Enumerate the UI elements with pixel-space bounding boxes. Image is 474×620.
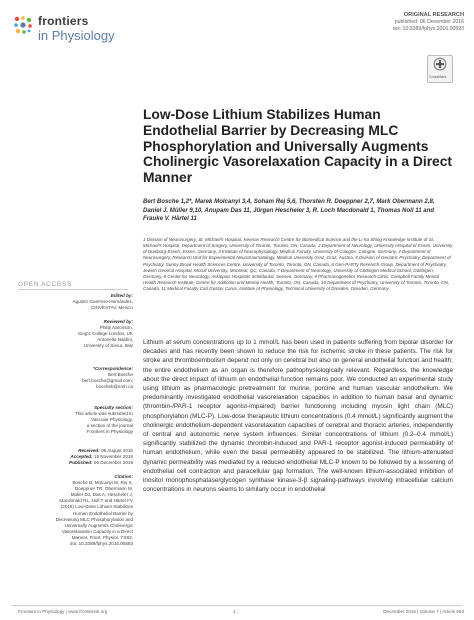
frontiers-logo-icon [12,14,34,36]
edited-by-label: Edited by: [110,293,133,298]
specialty-line: This article was submitted to [75,411,133,417]
abstract-text: Lithium at serum concentrations up to 1 mmol/L has been used in patients suffering from bipolar disorder for decades and has recently been shown to reduce the risk for ischemic stroke in these patients. The risk for stroke and thromboembolism depend not only on cerebral but also on general endothelial function and health; the entire endothelium as an organ is therefore pathophysiologically relevant. Regardless, the knowledge about the direct impact of lithium on endothelial function remains poor. We conducted an experimental study using lithium as pharmacologic pretreatment for murine, porcine and human vascular endothelium. We predominantly investigated endothelial vasorelaxation capacities in addition to human basal and dynamic (thrombin-/PAR-1 receptor agonist-impaired) barrier functioning including myosin light chain (MLC) phosphorylation (MLC-P). Low-dose therapeutic lithium concentrations (0.4 mmol/L) significantly augment the cholinergic endothelium-dependent vasorelaxation capacities of cerebral and thoracic arteries, independently of central and autonomic nerve system influences. Similar concentrations of lithium (0.2–0.4 mmol/L) significantly stabilized the dynamic thrombin-induced and PAR-1 receptor agonist-induced permeability of human endothelium, while even the basal permeability appeared to be stabilized. The lithium-attenuated dynamic permeability was mediated by a reduced endothelial MLC-P known to be followed by a lessening of endothelial cell contraction and paracellular gap formation. The well-known lithium-associated inhibition of inositol monophosphatase/glycogen synthase kinase-3-β signaling-pathways involving intracellular calcium concentrations in neurons seems to similarly occur in endothelial [143,339,453,494]
correspondent-email[interactable]: boscheb@smh.ca [96,384,133,390]
published-date-side: 06 December 2016 [93,460,133,466]
specialty-block [18,405,133,435]
correspondence-block [18,366,133,390]
reviewed-by-label: Reviewed by: [103,319,133,324]
edited-by-block [18,293,133,311]
citation-block [18,474,133,547]
citation-line: Human Endothelial Barrier by [72,510,133,516]
specialty-line: Frontiers in Physiology [86,429,133,435]
reviewer-line: Antonella Naldini, [97,337,133,343]
citation-line: Decreasing MLC Phosphorylation and [55,516,133,522]
article-type: ORIGINAL RESEARCH [403,12,464,18]
accepted-label: Accepted: [70,454,93,460]
specialty-label: Specialty section: [93,405,133,410]
citation-line: (2016) Low-Dose Lithium Stabilizes [60,504,133,510]
page-number: 1 [233,609,236,614]
doi-link[interactable]: doi: 10.3389/fphys.2016.00593 [392,26,464,32]
footer-issue: December 2016 | Volume 7 | Article 593 [383,609,464,614]
reviewed-by-block [18,319,133,349]
author-list[interactable]: Bert Bosche 1,2*, Marek Molcanyi 3,4, Soham Rej 5,6, Thorsten R. Doeppner 2,7, Mark Obermann 2,8, Daniel J. Müller 9,10, Anupam Das 11, Jürgen Hescheler 3, R. Loch Macdonald 1, Thomas Noll 11 and Frauke V. Härtel 11 [143,198,435,223]
reviewer-line: Philip Aaronson, [99,325,133,331]
crossmark-label: CrossMark [429,75,447,79]
received-date: 08 August 2016 [101,448,133,453]
citation-label: Citation: [114,474,133,479]
correspondence-label: *Correspondence: [93,366,133,371]
citation-line: Bosche B, Molcanyi M, Rej S, [72,480,133,486]
journal-brand-name: frontiers [38,14,89,28]
specialty-line: Vascular Physiology, [91,417,133,423]
open-access-divider [18,289,128,290]
received-label: Received: [78,448,100,453]
affiliations: 1 Division of Neurosurgery, St. Michael's Hospital, Keenan Research Centre for Biomedical Science and the Li Ka Shing Knowledge Institute of St. Michael's Hospital, Department of Surgery, University of Toronto, Toronto, ON, Canada, 2 Department of Neurology, University Hospital of Essen, University of Duisburg-Essen, Essen, Germany, 3 Institute of Neurophysiology, Medical Faculty, University of Cologne, Cologne, Germany, 4 Department of Neurosurgery, Research Unit for Experimental Neurotraumatology, Medical University Graz, Graz, Austria, 5 Division of Geriatric Psychiatry, Department of Psychiatry, Sunny Brook Health Sciences Centre, University of Toronto, Toronto, ON, Canada, 6 Geri-PARTy Research Group, Department of Psychiatry, Jewish General Hospital, McGill University, Montréal, QC, Canada, 7 Department of Neurology, University of Göttingen Medical School, Göttingen, Germany, 8 Center for Neurology, Asklepios Hospitals Schildautal, Seesen, Germany, 9 Pharmacogenetics Research Clinic, Campbell Family Mental Health Research Institute, Centre for Addiction and Mental Health, Toronto, ON, Canada, 10 Department of Psychiatry, University of Toronto, Toronto, ON, Canada, 11 Medical Faculty Carl Gustav Carus, Institute of Physiology, Technical University of Dresden, Dresden, Germany [143,237,453,292]
citation-line: Doeppner TR, Obermann M, [74,486,133,492]
dates-block [18,448,133,466]
citation-line: Universally Augments Cholinergic [64,522,133,528]
citation-line: Vasorelaxation Capacity in a Direct [61,528,133,534]
journal-brand-subtitle: in Physiology [38,28,115,43]
editor-line: Agustín Guerrero-Hernández, [72,299,133,305]
reviewer-line: University of Siena, Italy [83,343,133,349]
article-title: Low-Dose Lithium Stabilizes Human Endothelial Barrier by Decreasing MLC Phosphorylation and Universally Augments Cholinergic Vasorelaxation Capacity in a Direct Manner [143,107,453,186]
reviewer-line: King's College London, UK [78,331,133,337]
footer-journal[interactable]: Frontiers in Physiology | www.frontiersin.org [18,609,108,614]
citation-line: Müller DJ, Das A, Hescheler J, [70,492,133,498]
open-access-label: OPEN ACCESS [18,281,72,288]
specialty-line: a section of the journal [86,423,133,429]
correspondent-email[interactable]: bert.bosche@gmail.com; [82,378,133,384]
published-date: published: 06 December 2016 [394,19,464,25]
accepted-date: 15 November 2016 [93,454,133,460]
citation-doi[interactable]: doi: 10.3389/fphys.2016.00593 [69,541,133,547]
footer-divider [12,605,462,606]
citation-line: Macdonald RL, Noll T and Härtel FV [59,498,133,504]
citation-line: Manner. Front. Physiol. 7:593. [71,534,133,540]
correspondent-name: Bert Bosche [107,372,133,378]
published-label: Published: [69,460,93,466]
editor-line: CINVESTAV, Mexico [90,305,133,311]
crossmark-icon [428,56,452,74]
